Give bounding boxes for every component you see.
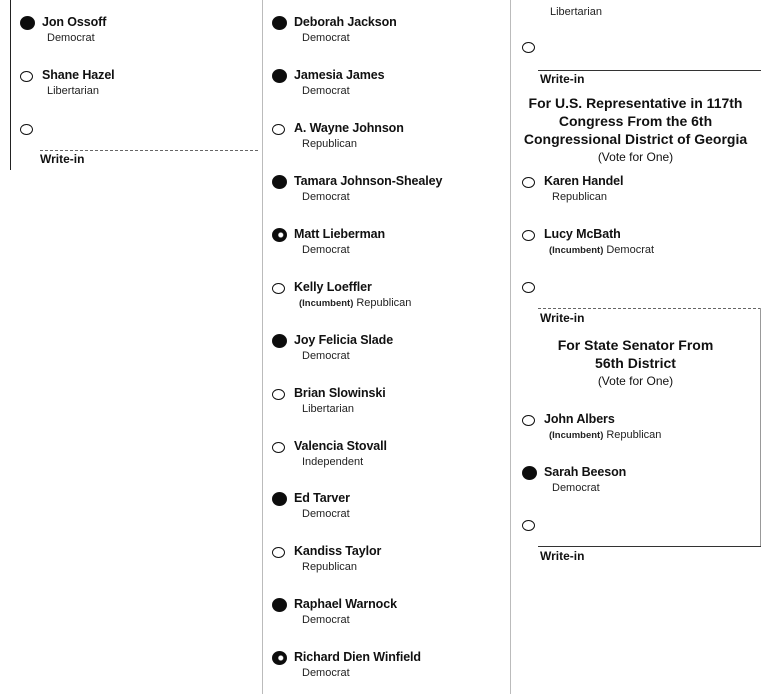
write-in-oval[interactable] [20,124,33,135]
selection-oval[interactable] [20,16,35,30]
incumbent-tag: (Incumbent) [549,245,604,256]
candidate-name: Karen Handel [544,174,624,188]
candidate-name: Matt Lieberman [294,227,385,241]
candidate-option[interactable] [272,597,502,640]
selection-oval[interactable] [272,69,287,83]
candidate-party [299,350,350,362]
party-name: Democrat [302,667,350,679]
write-in-label: Write-in [540,311,585,325]
column-rule [262,0,263,694]
candidate-party [549,429,661,441]
party-name: Independent [302,456,364,468]
candidate-party [549,482,600,494]
race-title-line: For U.S. Representative in 117th [528,95,743,111]
candidate-name: Jamesia James [294,68,385,82]
candidate-option[interactable] [20,15,250,58]
ballot-column-3 [510,0,761,694]
party-name: Democrat [302,508,350,520]
column-rule [10,0,11,170]
candidate-option[interactable] [272,491,502,534]
selection-oval[interactable] [272,334,287,348]
candidate-name: Raphael Warnock [294,597,397,611]
candidate-party [299,508,350,520]
candidate-option[interactable] [272,333,502,376]
write-in-oval[interactable] [522,282,535,293]
candidate-party [299,403,354,415]
candidate-option[interactable] [20,68,250,111]
candidate-option[interactable] [272,386,502,429]
race-title [510,94,761,148]
candidate-option[interactable] [272,439,502,482]
race-title-line: Congress From the 6th [558,113,713,129]
incumbent-tag: (Incumbent) [299,298,354,309]
candidate-name: Jon Ossoff [42,15,107,29]
selection-oval[interactable] [522,230,535,241]
write-in-label: Write-in [540,549,585,563]
candidate-party [299,191,350,203]
candidate-party [299,244,350,256]
party-name: Republican [302,138,358,150]
race-title [510,336,761,372]
candidate-party [299,32,350,44]
candidate-option[interactable] [272,280,502,323]
candidate-name: John Albers [544,412,615,426]
candidate-option[interactable] [272,174,502,217]
party-name: Democrat [302,350,350,362]
candidate-party: Libertarian [550,6,602,18]
party-name: Democrat [606,244,655,256]
candidate-name: Tamara Johnson-Shealey [294,174,443,188]
selection-oval[interactable] [272,283,285,294]
write-in-oval[interactable] [522,520,535,531]
write-in-line[interactable] [538,546,761,547]
selection-oval[interactable] [272,16,287,30]
candidate-name: Kelly Loeffler [294,280,372,294]
candidate-party [299,456,363,468]
candidate-option[interactable] [522,465,752,508]
selection-oval[interactable] [272,228,287,242]
candidate-name: A. Wayne Johnson [294,121,404,135]
candidate-party [299,667,350,679]
race-title-line: Congressional District of Georgia [523,131,748,147]
party-name: Democrat [302,191,350,203]
candidate-option[interactable] [272,121,502,164]
candidate-option[interactable] [522,227,752,270]
candidate-party [299,614,350,626]
write-in-line[interactable] [538,70,761,71]
write-in-line[interactable] [538,308,761,310]
selection-oval[interactable] [522,466,537,480]
selection-oval[interactable] [272,124,285,135]
race-title-line: For State Senator From [557,337,714,353]
selection-oval[interactable] [272,175,287,189]
candidate-party [299,297,411,309]
candidate-party [299,561,357,573]
selection-oval[interactable] [272,492,287,506]
candidate-name: Deborah Jackson [294,15,397,29]
candidate-name: Valencia Stovall [294,439,387,453]
ballot-column-2 [262,0,508,694]
selection-oval[interactable] [272,651,287,665]
candidate-name: Sarah Beeson [544,465,627,479]
vote-instruction: (Vote for One) [597,150,674,164]
candidate-party: Libertarian [47,85,99,97]
selection-oval[interactable] [20,71,33,82]
incumbent-tag: (Incumbent) [549,430,604,441]
candidate-name: Richard Dien Winfield [294,650,421,664]
party-name: Republican [356,297,412,309]
selection-oval[interactable] [272,442,285,453]
party-name: Democrat [552,482,600,494]
party-name: Republican [552,191,608,203]
candidate-option[interactable] [272,650,502,693]
selection-oval[interactable] [522,177,535,188]
candidate-party [549,191,607,203]
write-in-label: Write-in [40,152,85,166]
selection-oval[interactable] [272,389,285,400]
party-name: Democrat [302,244,350,256]
candidate-option[interactable] [272,68,502,111]
candidate-party: Democrat [47,32,95,44]
write-in-oval[interactable] [522,42,535,53]
candidate-name: Brian Slowinski [294,386,386,400]
candidate-option[interactable] [272,544,502,587]
party-name: Democrat [302,85,350,97]
candidate-party [299,85,350,97]
selection-oval[interactable] [522,415,535,426]
party-name: Democrat [302,614,350,626]
candidate-option[interactable] [272,15,502,58]
candidate-option[interactable] [522,174,752,217]
write-in-label: Write-in [540,72,585,86]
selection-oval[interactable] [272,598,287,612]
candidate-name: Lucy McBath [544,227,621,241]
selection-oval[interactable] [272,547,285,558]
candidate-name: Kandiss Taylor [294,544,382,558]
party-name: Democrat [302,32,350,44]
ballot-column-1 [0,0,258,694]
candidate-name: Ed Tarver [294,491,350,505]
candidate-option[interactable] [272,227,502,270]
candidate-option[interactable] [522,412,752,455]
party-name: Republican [606,429,662,441]
party-name: Libertarian [302,403,354,415]
race-title-line: 56th District [595,355,676,371]
candidate-party [299,138,357,150]
candidate-name: Shane Hazel [42,68,115,82]
candidate-name: Joy Felicia Slade [294,333,394,347]
party-name: Republican [302,561,358,573]
candidate-party [549,244,654,256]
vote-instruction: (Vote for One) [597,374,674,388]
